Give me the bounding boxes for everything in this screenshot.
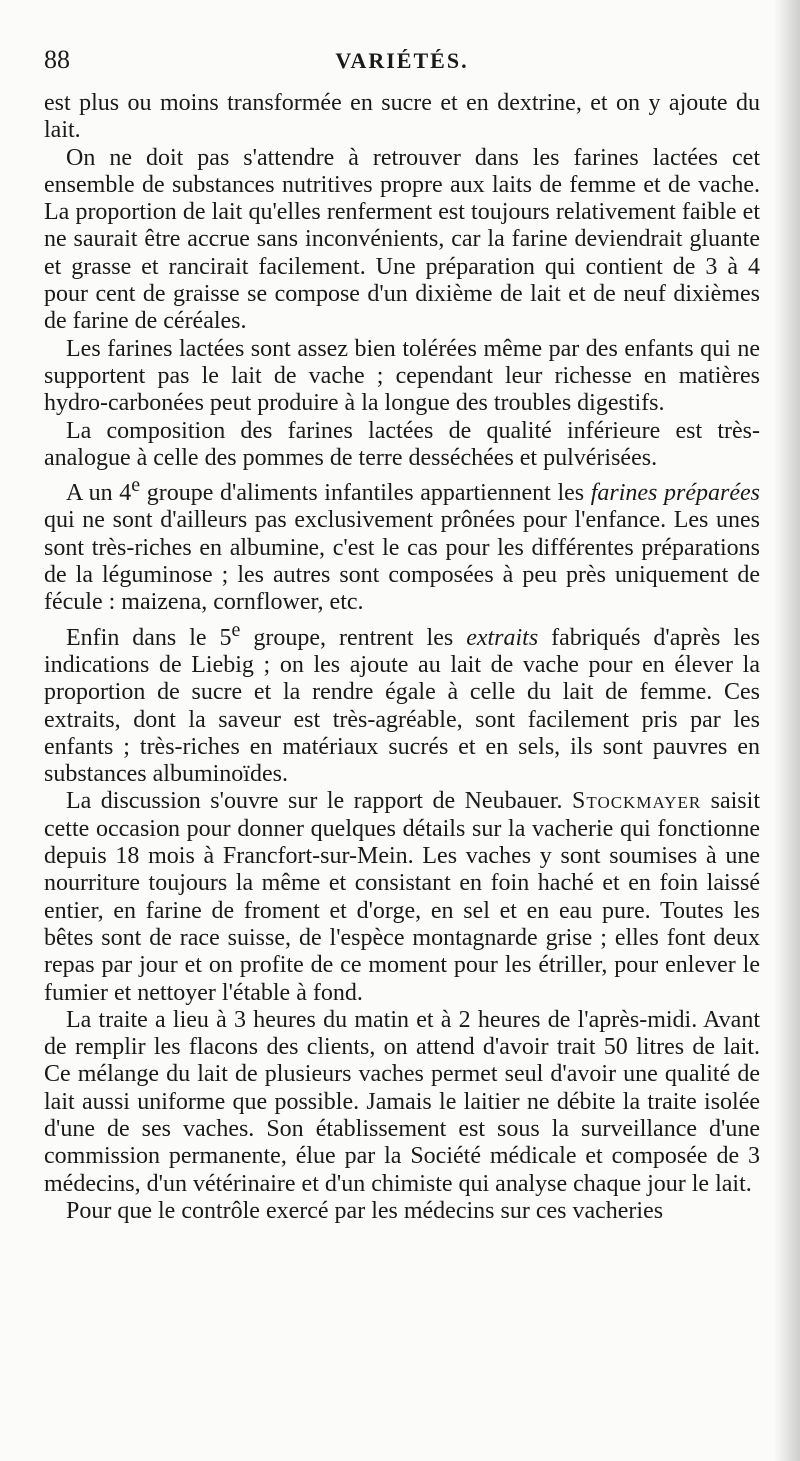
text-run: groupe, rentrent les bbox=[240, 624, 467, 651]
text-run: On ne doit pas s'attendre à retrouver dans les farines lactées cet ensemble de substances nutritives propre aux laits de femme et de vache. La proportion de lait qu'elles renferment est toujours relativement faible et ne saurait être accrue sans inconvénients, car la farine deviendrait gluante et grasse et rancirait facilement. Une préparation qui contient de 3 à 4 pour cent de graisse se compose d'un dixième de lait et de neuf dixièmes de farine de céréales. bbox=[44, 144, 760, 335]
text-run: groupe d'aliments infantiles appartiennent les bbox=[140, 480, 591, 507]
text-run: Enfin dans le 5 bbox=[66, 624, 232, 651]
superscript: e bbox=[231, 618, 241, 641]
text-run: fabriqués d'après les indications de Liebig ; on les ajoute au lait de vache pour en élever la proportion de sucre et la rendre égale à celle du lait de femme. Ces extraits, dont la saveur est très-agréable, sont facilement pris par les enfants ; très-riches en matériaux sucrés et en sels, ils sont pauvres en substances albuminoïdes. bbox=[44, 624, 760, 788]
paragraph bbox=[44, 788, 760, 1006]
speaker-name: Stockmayer bbox=[572, 788, 702, 815]
page-edge-shadow bbox=[774, 0, 800, 1461]
paragraph bbox=[44, 617, 760, 789]
text-run: Les farines lactées sont assez bien tolérées même par des enfants qui ne supportent pas le lait de vache ; cependant leur richesse en matières hydro-carbonées peut produire à la longue des troubles digestifs. bbox=[44, 335, 760, 417]
text-run: La discussion s'ouvre sur le rapport de Neubauer. bbox=[66, 788, 573, 815]
text-run: A un 4 bbox=[66, 480, 132, 507]
page-header bbox=[44, 44, 760, 84]
paragraph bbox=[44, 145, 760, 336]
body-text bbox=[44, 90, 760, 1225]
text-run: La composition des farines lactées de qualité inférieure est très-analogue à celle des pommes de terre desséchées et pulvérisées. bbox=[44, 417, 760, 471]
paragraph bbox=[44, 90, 760, 145]
paragraph bbox=[44, 418, 760, 473]
text-run: saisit cette occasion pour donner quelques détails sur la vacherie qui fonctionne depuis 18 mois à Francfort-sur-Mein. Les vaches y sont soumises à une nourriture toujours la même et consistant en foin haché et en foin laissé entier, en farine de froment et d'orge, en sel et en eau pure. Toutes les bêtes sont de race suisse, de l'espèce montagnarde grise ; elles font deux repas par jour et on profite de ce moment pour les étriller, pour enlever le fumier et nettoyer l'étable à fond. bbox=[44, 788, 760, 1006]
running-head: VARIÉTÉS. bbox=[335, 48, 469, 73]
superscript: e bbox=[131, 474, 141, 497]
paragraph bbox=[44, 336, 760, 418]
paragraph bbox=[44, 1198, 760, 1225]
italic-term: farines préparées bbox=[590, 480, 760, 507]
text-run: qui ne sont d'ailleurs pas exclusivement prônées pour l'enfance. Les unes sont très-riches en albumine, c'est le cas pour les différentes préparations de la léguminose ; les autres sont composées à peu près uniquement de fécule : maizena, cornflower, etc. bbox=[44, 507, 760, 616]
paragraph bbox=[44, 1007, 760, 1198]
text-run: est plus ou moins transformée en sucre et en dextrine, et on y ajoute du lait. bbox=[44, 90, 760, 144]
italic-term: extraits bbox=[466, 624, 539, 651]
text-run: La traite a lieu à 3 heures du matin et à 2 heures de l'après-midi. Avant de remplir les flacons des clients, on attend d'avoir trait 50 litres de lait. Ce mélange du lait de plusieurs vaches permet seul d'avoir une qualité de lait aussi uniforme que possible. Jamais le laitier ne débite la traite isolée d'une de ses vaches. Son établissement est sous la surveillance d'une commission permanente, élue par la Société médicale et composée de 3 médecins, d'un vétérinaire et d'un chimiste qui analyse chaque jour le lait. bbox=[44, 1006, 760, 1197]
page-number: 88 bbox=[44, 45, 70, 74]
text-run: Pour que le contrôle exercé par les médecins sur ces vacheries bbox=[66, 1197, 664, 1224]
paragraph bbox=[44, 472, 760, 616]
